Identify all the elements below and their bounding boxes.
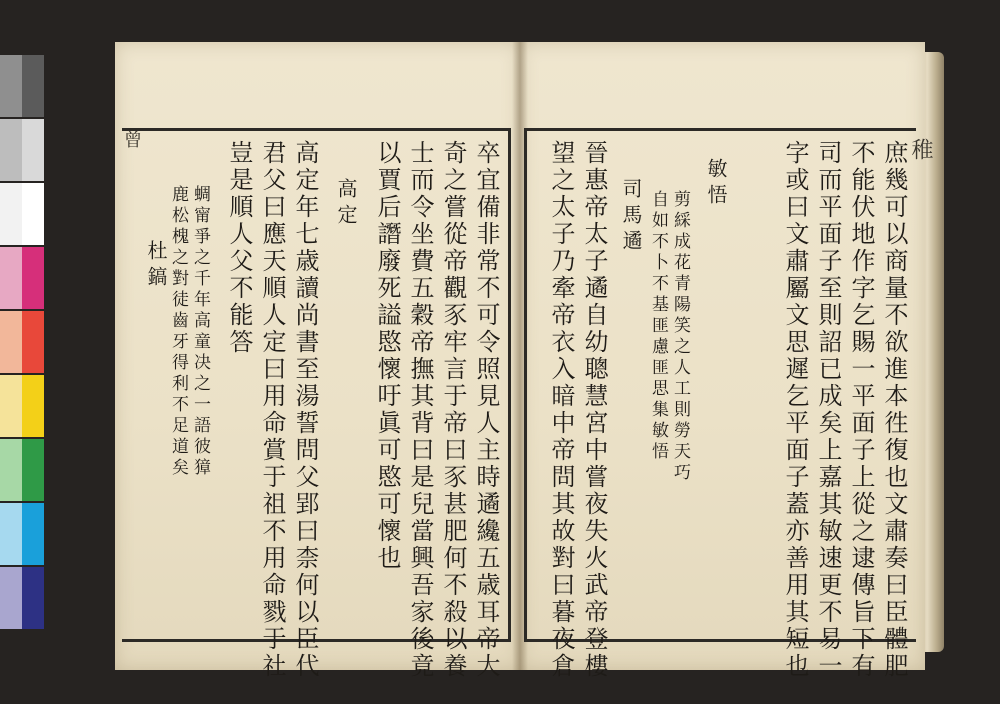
right-text-column-9: 晉惠帝太子遹自幼聰慧宮中嘗夜失火武帝登樓: [580, 140, 608, 680]
color-swatch: [22, 375, 44, 437]
right-text-column-1: 庶幾可以商量不欲進本徃復也文肅奏曰臣體肥: [880, 140, 908, 680]
right-text-column-10: 望之太子乃牽帝衣入暗中帝問其故對曰暮夜倉: [547, 140, 575, 680]
frame-divider-left: [508, 128, 511, 642]
left-commentary-column-2: 鹿松槐之對徒齒牙得利不足道矣: [168, 185, 188, 479]
right-commentary-column-1: 剪綵成花青陽笑之人工則勞天巧: [670, 190, 690, 484]
right-text-column-3: 司而平面子至則詔已成矣上嘉其敏速更不易一: [814, 140, 842, 680]
color-swatch: [0, 311, 22, 373]
color-swatch: [22, 119, 44, 181]
left-text-column-3: 士而令坐費五穀帝撫其背曰是兒當興吾家後竟: [406, 140, 434, 680]
color-swatch: [22, 183, 44, 245]
right-margin-title: 稚: [908, 138, 933, 160]
left-text-column-4: 以賈后譖廢死謚愍懷吁眞可愍可懷也: [373, 140, 401, 572]
color-swatch: [0, 375, 22, 437]
color-swatch: [22, 439, 44, 501]
color-calibration-strip: [0, 55, 44, 640]
right-text-column-4: 字或曰文肅屬文思遲乞平面子蓋亦善用其短也: [781, 140, 809, 680]
left-text-column-7: 君父曰應天順人定曰用命賞于祖不用命戮于社: [258, 140, 286, 680]
left-text-column-2: 奇之嘗從帝觀豕牢言于帝曰豕甚肥何不殺以養: [439, 140, 467, 680]
right-section-heading-2: 司馬遹: [619, 178, 643, 256]
right-section-heading: 敏悟: [704, 158, 728, 210]
color-swatch: [22, 55, 44, 117]
color-swatch: [0, 247, 22, 309]
color-swatch: [0, 439, 22, 501]
color-swatch: [0, 119, 22, 181]
left-margin-title: 曾: [121, 130, 142, 148]
color-swatch: [0, 183, 22, 245]
left-commentary-column-1: 蜩甯爭之千年高童决之一語彼獐: [190, 185, 210, 479]
left-text-column-1: 卒宜備非常不可令照見人主時遹纔五歳耳帝大: [472, 140, 500, 680]
right-text-column-2: 不能伏地作字乞賜一平面子上從之逮傳旨下有: [847, 140, 875, 680]
color-swatch: [22, 503, 44, 565]
color-swatch: [0, 503, 22, 565]
left-text-column-6: 高定年七歳讀尚書至湯誓問父郢曰柰何以臣代: [291, 140, 319, 680]
left-section-heading-2: 杜鎬: [144, 240, 168, 292]
left-section-heading: 高定: [334, 178, 358, 230]
color-swatch: [22, 567, 44, 629]
color-swatch: [0, 567, 22, 629]
color-swatch: [22, 311, 44, 373]
show-through-text: [155, 150, 186, 182]
left-text-column-8: 豈是順人父不能答: [225, 140, 253, 356]
frame-divider-right: [524, 128, 527, 642]
right-commentary-column-2: 自如不卜不基匪慮匪思集敏悟: [648, 190, 668, 463]
color-swatch: [0, 55, 22, 117]
color-swatch: [22, 247, 44, 309]
